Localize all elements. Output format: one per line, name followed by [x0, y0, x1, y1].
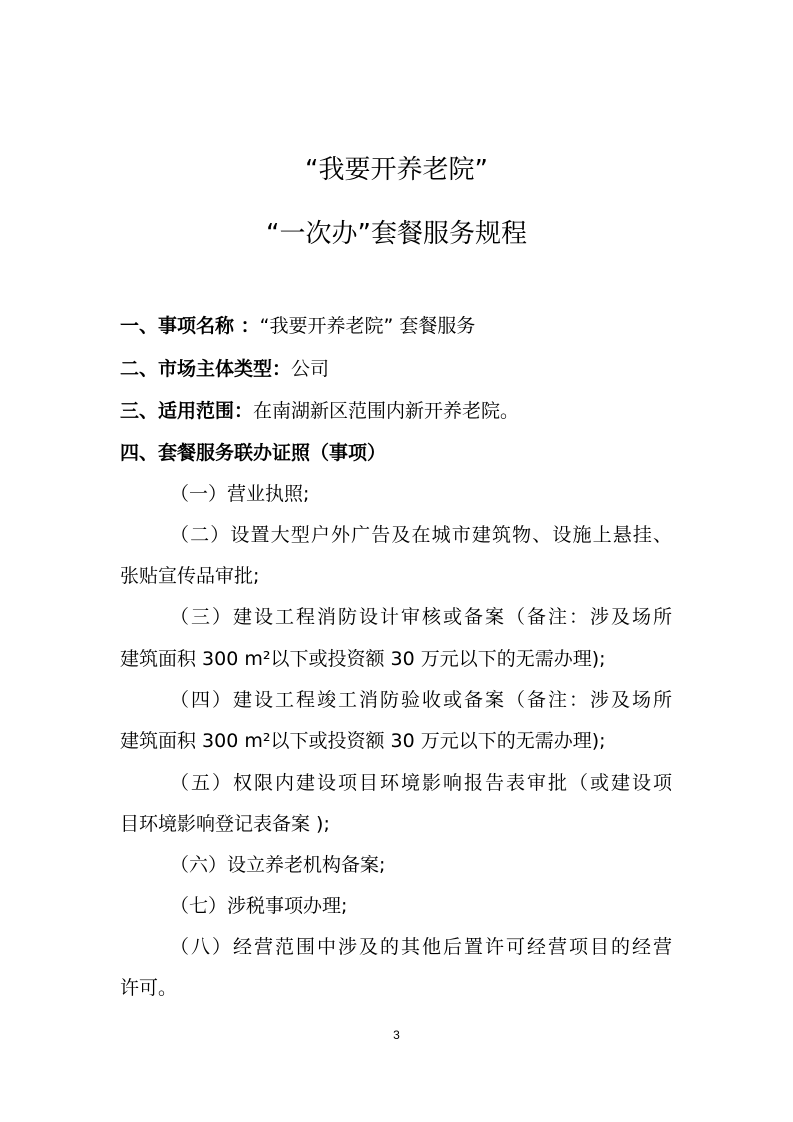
section-item-name-label: 一、事项名称 ： — [120, 315, 260, 337]
document-title-line1: “我要开养老院” — [305, 155, 488, 185]
list-item-line1: （五）权限内建设项目环境影响报告表审批（或建设项 — [170, 772, 672, 794]
section-scope — [120, 397, 519, 425]
list-item: （六）设立养老机构备案; — [170, 854, 386, 876]
section-scope-label: 三、适用范围： — [120, 400, 254, 422]
section-scope-value: 在南湖新区范围内新开养老院。 — [253, 400, 520, 422]
list-item — [170, 521, 672, 549]
document-title-line2: “一次办”套餐服务规程 — [266, 219, 527, 249]
list-item-line2: 许可。 — [120, 977, 178, 999]
list-item: （七）涉税事项办理; — [170, 895, 348, 917]
list-item — [170, 933, 672, 961]
list-item — [170, 686, 672, 714]
list-item-line2: 张贴宣传品审批; — [120, 565, 260, 587]
list-item-line1: （三）建设工程消防设计审核或备案（备注：涉及场所 — [170, 606, 672, 628]
section-entity-type-label: 二、市场主体类型： — [120, 358, 292, 380]
section-item-name-value: “我要开养老院” 套餐服务 — [259, 315, 476, 337]
list-item — [170, 769, 672, 797]
list-item-line2: 目环境影响登记表备案 ); — [120, 813, 330, 835]
list-item-line1: （八）经营范围中涉及的其他后置许可经营项目的经营 — [170, 936, 672, 958]
list-item: （一）营业执照; — [170, 483, 310, 505]
list-item-line1: （二）设置大型户外广告及在城市建筑物、设施上悬挂、 — [170, 524, 672, 546]
section-entity-type-value: 公司 — [291, 358, 330, 380]
section-package-heading: 四、套餐服务联办证照（事项） — [120, 442, 387, 464]
page-number: 3 — [393, 1028, 400, 1042]
section-item-name — [120, 312, 475, 340]
list-item-line1: （四）建设工程竣工消防验收或备案（备注：涉及场所 — [170, 689, 672, 711]
list-item-line2: 建筑面积 300 m²以下或投资额 30 万元以下的无需办理); — [120, 730, 606, 752]
list-item — [170, 603, 672, 631]
section-entity-type — [120, 355, 329, 383]
list-item-line2: 建筑面积 300 m²以下或投资额 30 万元以下的无需办理); — [120, 648, 606, 670]
